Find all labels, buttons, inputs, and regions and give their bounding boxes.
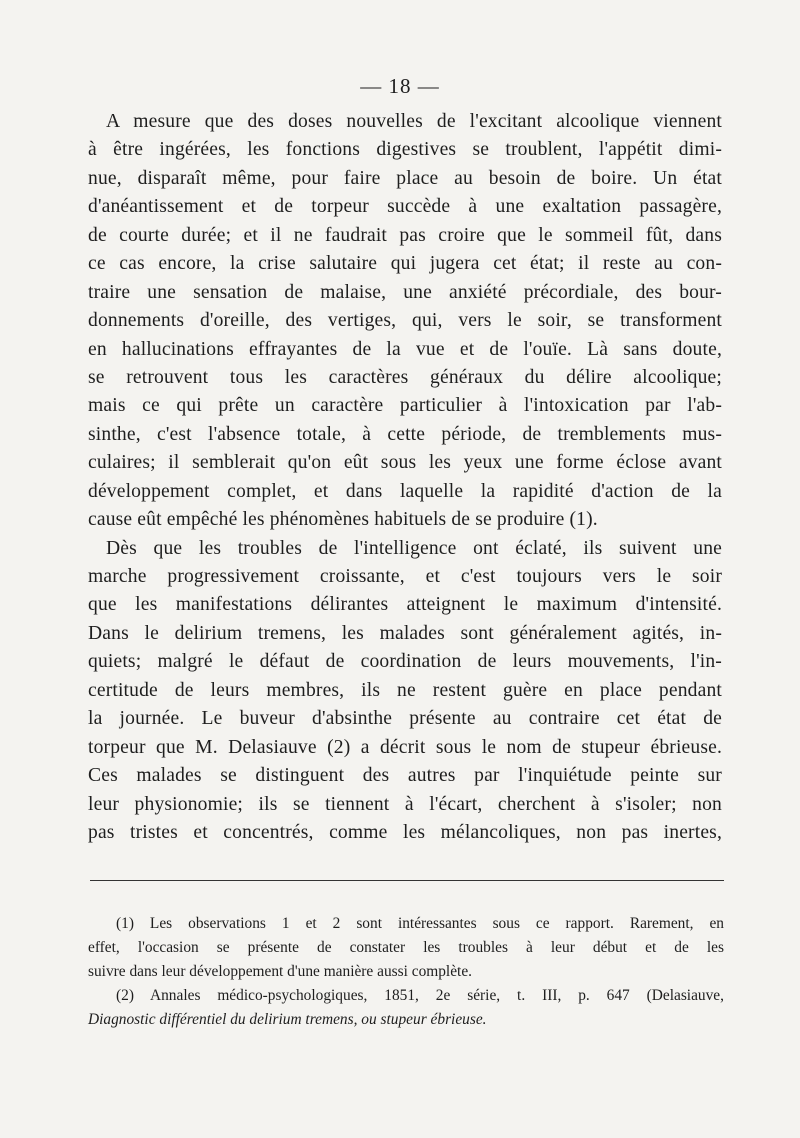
text-line: la journée. Le buveur d'absinthe présente au contraire cet état de — [88, 708, 722, 730]
text-line: traire une sensation de malaise, une anxiété précordiale, des bour- — [88, 281, 722, 303]
footnote-line: (2) Annales médico-psychologiques, 1851, 2e série, t. III, p. 647 (Delasiauve, — [116, 987, 724, 1004]
text-line: développement complet, et dans laquelle la rapidité d'action de la — [88, 480, 722, 502]
text-line: Ces malades se distinguent des autres par l'inquiétude peinte sur — [88, 765, 722, 787]
text-line: Dès que les troubles de l'intelligence ont éclaté, ils suivent une — [106, 537, 722, 559]
text-line: quiets; malgré le défaut de coordination de leurs mouvements, l'in- — [88, 651, 722, 673]
text-line: marche progressivement croissante, et c'est toujours vers le soir — [88, 566, 722, 587]
footnote-line: effet, l'occasion se présente de constater les troubles à leur début et de les — [88, 939, 724, 956]
text-line: Dans le delirium tremens, les malades sont généralement agités, in- — [88, 622, 722, 644]
footnote-line: (1) Les observations 1 et 2 sont intéressantes sous ce rapport. Rarement, en — [116, 915, 724, 932]
text-line: sinthe, c'est l'absence totale, à cette période, de tremblements mus- — [88, 423, 722, 445]
text-line: leur physionomie; ils se tiennent à l'écart, cherchent à s'isoler; non — [88, 793, 722, 815]
page-number: — 18 — — [360, 74, 440, 98]
text-line: pas tristes et concentrés, comme les mélancoliques, non pas inertes, — [88, 821, 722, 843]
text-line: donnements d'oreille, des vertiges, qui, vers le soir, se transforment — [88, 310, 722, 332]
text-line: mais ce qui prête un caractère particulier à l'intoxication par l'ab- — [88, 395, 722, 417]
text-line: certitude de leurs membres, ils ne restent guère en place pendant — [88, 679, 722, 701]
text-line: de courte durée; et il ne faudrait pas croire que le sommeil fût, dans — [88, 224, 722, 246]
text-line: en hallucinations effrayantes de la vue et de l'ouïe. Là sans doute, — [88, 338, 722, 360]
footnote-line: Diagnostic différentiel du delirium tremens, ou stupeur ébrieuse. — [88, 1011, 487, 1028]
footnote-line: suivre dans leur développement d'une manière aussi complète. — [88, 963, 472, 980]
text-line: ce cas encore, la crise salutaire qui jugera cet état; il reste au con- — [88, 253, 722, 275]
text-line: à être ingérées, les fonctions digestives se troublent, l'appétit dimi- — [88, 139, 722, 161]
text-line: cause eût empêché les phénomènes habituels de se produire (1). — [88, 509, 598, 531]
text-line: se retrouvent tous les caractères généraux du délire alcoolique; — [88, 366, 722, 388]
footnotes — [88, 912, 724, 1032]
footnote-divider — [90, 880, 724, 881]
body-text — [88, 108, 722, 847]
text-line: d'anéantissement et de torpeur succède à une exaltation passagère, — [88, 196, 722, 218]
text-line: A mesure que des doses nouvelles de l'excitant alcoolique viennent — [106, 111, 722, 132]
text-line: torpeur que M. Delasiauve (2) a décrit sous le nom de stupeur ébrieuse. — [88, 736, 722, 758]
text-line: nue, disparaît même, pour faire place au besoin de boire. Un état — [88, 167, 722, 189]
text-line: que les manifestations délirantes atteignent le maximum d'intensité. — [88, 594, 722, 616]
text-line: culaires; il semblerait qu'on eût sous les yeux une forme éclose avant — [88, 452, 722, 474]
